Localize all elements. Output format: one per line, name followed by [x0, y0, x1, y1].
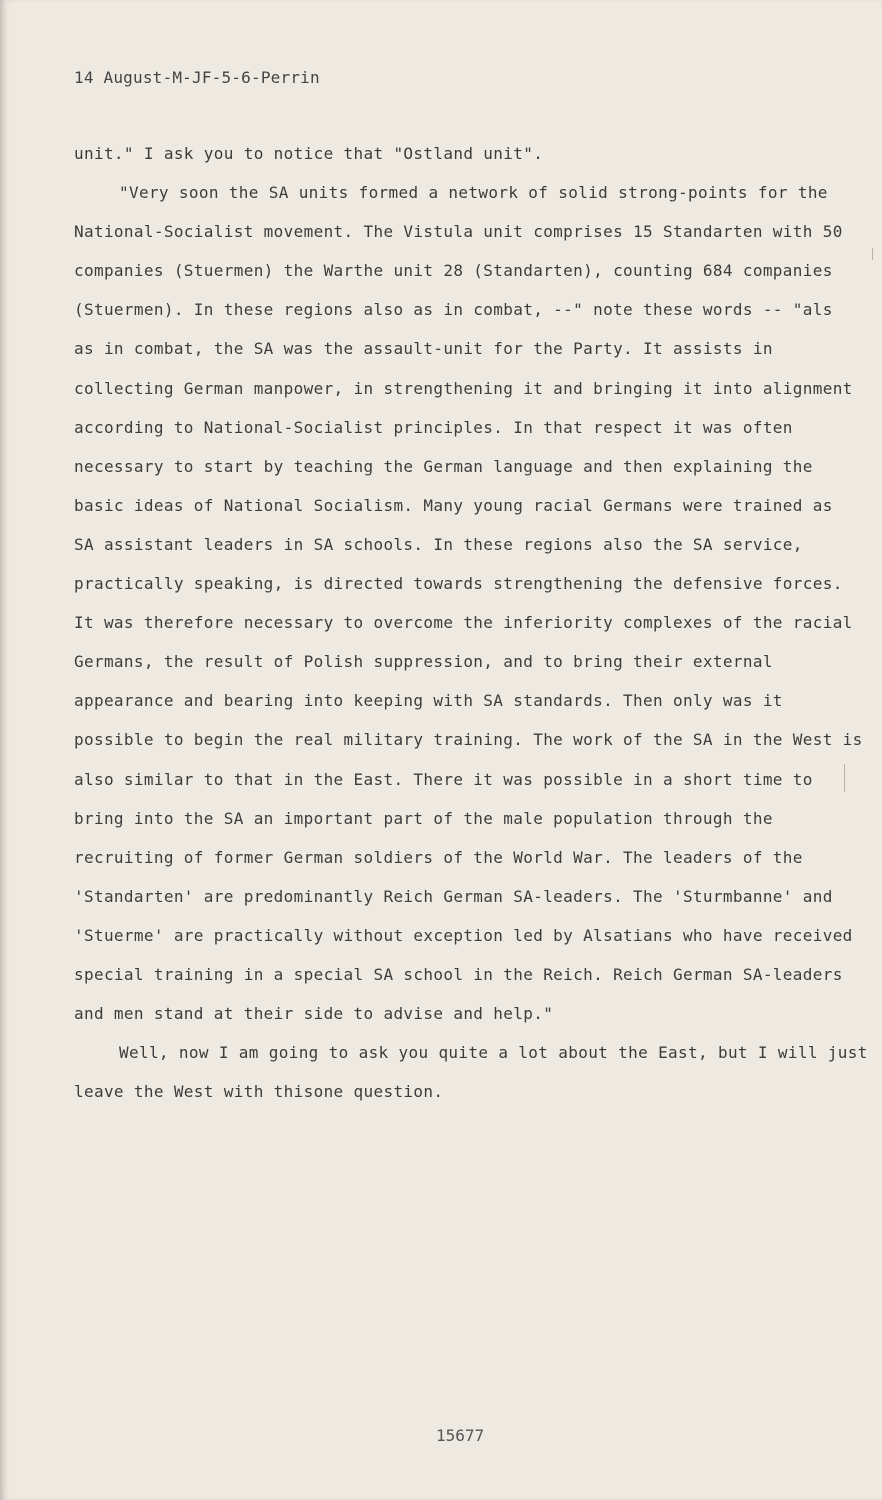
text-line: "Very soon the SA units formed a network of solid strong-points for the: [119, 183, 828, 203]
text-line: special training in a special SA school in the Reich. Reich German SA-leaders: [74, 964, 843, 984]
text-line: necessary to start by teaching the German language and then explaining the: [74, 456, 813, 476]
text-line: unit." I ask you to notice that "Ostland unit".: [74, 144, 544, 163]
text-line: It was therefore necessary to overcome the inferiority complexes of the racial: [74, 613, 853, 633]
text-line: as in combat, the SA was the assault-unit for the Party. It assists in: [74, 339, 773, 359]
text-line: basic ideas of National Socialism. Many young racial Germans were trained as: [74, 495, 833, 515]
text-line: practically speaking, is directed towards strengthening the defensive forces.: [74, 574, 843, 594]
text-line: and men stand at their side to advise and help.": [74, 1004, 554, 1024]
document-header: 14 August-M-JF-5-6-Perrin: [74, 68, 320, 87]
text-line: companies (Stuermen) the Warthe unit 28 (Standarten), counting 684 companies: [74, 261, 833, 281]
text-line: 'Stuerme' are practically without exception led by Alsatians who have received: [74, 925, 853, 945]
text-line: SA assistant leaders in SA schools. In these regions also the SA service,: [74, 534, 803, 554]
document-body: [74, 142, 868, 1119]
text-line: Well, now I am going to ask you quite a lot about the East, but I will just: [119, 1043, 868, 1063]
text-line: Germans, the result of Polish suppression, and to bring their external: [74, 652, 773, 672]
text-line: (Stuermen). In these regions also as in combat, --" note these words -- "als: [74, 300, 833, 320]
page-number: 15677: [436, 1426, 485, 1445]
text-line: National-Socialist movement. The Vistula unit comprises 15 Standarten with 50: [74, 222, 843, 242]
text-line: according to National-Socialist principles. In that respect it was often: [74, 417, 793, 437]
margin-mark: [872, 248, 873, 260]
text-line: also similar to that in the East. There it was possible in a short time to: [74, 769, 813, 789]
text-line: appearance and bearing into keeping with SA standards. Then only was it: [74, 691, 783, 711]
text-line: bring into the SA an important part of the male population through the: [74, 808, 773, 828]
text-line: possible to begin the real military training. The work of the SA in the West is: [74, 730, 863, 750]
text-line: leave the West with thisone question.: [74, 1082, 444, 1102]
text-line: recruiting of former German soldiers of the World War. The leaders of the: [74, 847, 803, 867]
text-line: 'Standarten' are predominantly Reich German SA-leaders. The 'Sturmbanne' and: [74, 886, 833, 906]
text-line: collecting German manpower, in strengthening it and bringing it into alignment: [74, 378, 853, 398]
margin-mark: [844, 764, 845, 792]
